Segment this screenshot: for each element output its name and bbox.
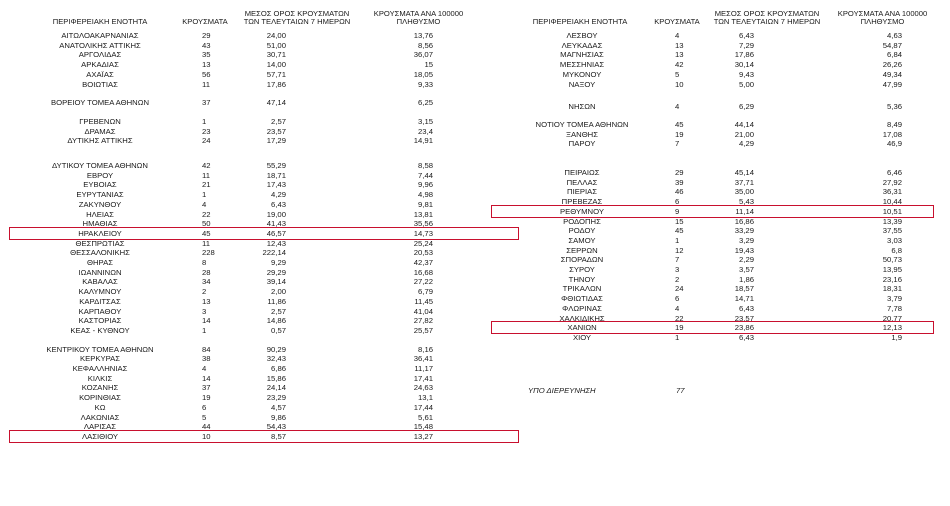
left-row-per-100k: 4,98 [418, 190, 433, 200]
left-row-region-name: ΒΟΙΩΤΙΑΣ [82, 79, 118, 89]
right-row-region-name: ΧΑΛΚΙΔΙΚΗΣ [559, 313, 605, 323]
left-row-per-100k: 15,48 [413, 422, 433, 432]
right-row-cases: 7 [675, 139, 680, 149]
right-row-avg-7days: 3,57 [739, 265, 754, 274]
right-row-cases: 4 [675, 31, 680, 40]
left-row-per-100k: 9,33 [418, 79, 433, 89]
right-row-cases: 2 [675, 274, 680, 284]
left-row-region-name: ΑΡΚΑΔΙΑΣ [81, 60, 119, 70]
right-header-per100k-2: ΠΛΗΘΥΣΜΟ [860, 17, 905, 26]
left-row-cases: 21 [202, 180, 211, 190]
left-row-avg-7days: 51,00 [266, 40, 286, 50]
right-row-avg-7days: 23,86 [734, 323, 754, 333]
right-row-region-name: ΧΙΟΥ [572, 332, 592, 342]
left-row-region-name: ΚΕΦΑΛΛΗΝΙΑΣ [72, 364, 128, 373]
right-row-per-100k: 5,36 [887, 102, 902, 112]
right-row-cases: 19 [675, 323, 684, 333]
right-row-avg-7days: 33,29 [734, 226, 754, 236]
left-row-region-name: ΑΧΑΪΑΣ [86, 69, 114, 79]
left-row-avg-7days: 2,00 [271, 287, 286, 297]
left-row-per-100k: 27,82 [413, 316, 433, 326]
right-row-cases: 45 [675, 119, 684, 129]
left-row-cases: 13 [202, 296, 211, 306]
left-row-avg-7days: 4,29 [271, 190, 286, 200]
left-row-cases: 38 [202, 354, 211, 364]
left-row-region-name: ΔΡΑΜΑΣ [84, 126, 116, 136]
right-row-cases: 4 [675, 102, 680, 112]
left-row-avg-7days: 6,86 [271, 364, 286, 373]
right-row-region-name: ΧΑΝΙΩΝ [567, 323, 597, 333]
left-row-avg-7days: 6,43 [271, 199, 286, 209]
left-row-avg-7days: 39,14 [266, 277, 286, 287]
right-row-avg-7days: 1,86 [739, 274, 754, 284]
right-row-region-name: ΤΡΙΚΑΛΩΝ [562, 284, 602, 294]
right-row-cases: 1 [675, 332, 680, 342]
right-row-per-100k: 3,79 [887, 294, 902, 304]
left-row-cases: 24 [202, 136, 211, 146]
right-row-cases: 7 [675, 255, 680, 265]
left-row-cases: 35 [202, 50, 211, 60]
left-row-region-name: ΚΕΑΣ - ΚΥΘΝΟΥ [70, 325, 130, 335]
left-row-region-name: ΑΡΓΟΛΙΔΑΣ [78, 50, 122, 60]
right-row-cases: 3 [675, 265, 680, 274]
left-row-avg-7days: 19,00 [266, 209, 286, 219]
left-row-avg-7days: 23,57 [266, 126, 286, 136]
right-row-avg-7days: 9,43 [739, 69, 754, 79]
left-row-avg-7days: 4,57 [271, 402, 286, 412]
left-row-avg-7days: 17,29 [266, 136, 286, 146]
left-row-avg-7days: 24,00 [266, 31, 286, 40]
left-row-region-name: ΚΕΡΚΥΡΑΣ [79, 354, 121, 364]
left-row-region-name: ΛΑΚΩΝΙΑΣ [80, 412, 120, 422]
right-row-avg-7days: 23,57 [734, 313, 754, 323]
right-row-cases: 42 [675, 60, 684, 70]
right-row-avg-7days: 5,00 [739, 79, 754, 89]
left-row-cases: 50 [202, 219, 211, 229]
left-row-avg-7days: 12,43 [266, 238, 286, 248]
right-row-cases: 6 [675, 197, 680, 207]
left-row-avg-7days: 90,29 [266, 344, 286, 354]
right-row-cases: 29 [675, 168, 684, 177]
left-row-region-name: ΚΟΖΑΝΗΣ [81, 383, 119, 393]
right-row-region-name: ΜΑΓΝΗΣΙΑΣ [560, 50, 604, 60]
right-row-cases: 39 [675, 177, 684, 187]
left-row-avg-7days: 41,43 [266, 219, 286, 229]
left-row-per-100k: 8,16 [418, 344, 433, 354]
left-row-avg-7days: 47,14 [266, 98, 286, 108]
right-row-region-name: ΡΟΔΟΥ [568, 226, 596, 236]
left-row-cases: 13 [202, 60, 211, 70]
left-row-per-100k: 23,4 [418, 126, 433, 136]
left-row-per-100k: 13,76 [413, 31, 433, 40]
left-row-cases: 84 [202, 344, 211, 354]
right-header-per100k-1: ΚΡΟΥΣΜΑΤΑ ΑΝΑ 100000 [837, 9, 928, 18]
left-row-per-100k: 11,45 [414, 296, 433, 306]
left-row-avg-7days: 32,43 [266, 354, 286, 364]
left-row-avg-7days: 29,29 [266, 267, 286, 277]
right-row-region-name: ΠΕΙΡΑΙΩΣ [564, 168, 600, 177]
right-row-region-name: ΣΑΜΟΥ [568, 235, 596, 245]
left-row-per-100k: 5,61 [418, 412, 433, 422]
left-row-per-100k: 41,04 [413, 306, 433, 316]
left-row-cases: 8 [202, 258, 207, 267]
left-row-avg-7days: 8,57 [271, 431, 286, 441]
left-row-cases: 29 [202, 31, 211, 40]
left-row-region-name: ΘΗΡΑΣ [87, 258, 113, 267]
right-row-avg-7days: 6,43 [739, 332, 754, 342]
right-row-region-name: ΣΕΡΡΩΝ [566, 245, 598, 255]
left-row-cases: 37 [202, 98, 211, 108]
left-row-per-100k: 9,96 [418, 180, 433, 190]
left-row-avg-7days: 2,57 [271, 306, 286, 316]
right-row-avg-7days: 35,00 [734, 187, 754, 197]
right-row-avg-7days: 11,14 [735, 206, 754, 216]
right-row-region-name: ΡΟΔΟΠΗΣ [563, 216, 601, 226]
right-row-avg-7days: 6,29 [739, 102, 754, 112]
left-row-per-100k: 20,53 [413, 248, 433, 258]
left-row-region-name: ΔΥΤΙΚΟΥ ΤΟΜΕΑ ΑΘΗΝΩΝ [52, 161, 148, 170]
left-row-per-100k: 35,56 [413, 219, 433, 229]
left-row-per-100k: 8,58 [418, 161, 433, 170]
right-row-avg-7days: 4,29 [739, 139, 754, 149]
left-row-per-100k: 25,57 [413, 325, 433, 335]
right-row-avg-7days: 19,43 [734, 245, 754, 255]
left-row-region-name: ΔΥΤΙΚΗΣ ΑΤΤΙΚΗΣ [67, 136, 133, 146]
right-row-per-100k: 12,13 [882, 323, 902, 333]
right-row-region-name: ΣΠΟΡΑΔΩΝ [560, 255, 604, 265]
right-row-cases: 45 [675, 226, 684, 236]
right-row-avg-7days: 6,43 [739, 31, 754, 40]
left-row-avg-7days: 17,86 [266, 79, 286, 89]
right-row-region-name: ΝΗΣΩΝ [568, 102, 596, 112]
left-row-per-100k: 15 [424, 60, 433, 70]
left-row-region-name: ΗΡΑΚΛΕΙΟΥ [78, 228, 122, 238]
right-row-avg-7days: 2,29 [739, 255, 754, 265]
left-row-cases: 42 [202, 161, 211, 170]
left-row-region-name: ΚΙΛΚΙΣ [87, 373, 113, 383]
left-header-cases: ΚΡΟΥΣΜΑΤΑ [182, 17, 228, 26]
left-header-avg-2: ΤΩΝ ΤΕΛΕΥΤΑΙΩΝ 7 ΗΜΕΡΩΝ [243, 17, 351, 26]
left-row-avg-7days: 14,00 [266, 60, 286, 70]
left-row-per-100k: 13,1 [418, 393, 433, 403]
right-row-avg-7days: 17,86 [734, 50, 754, 60]
right-row-avg-7days: 21,00 [734, 129, 754, 139]
right-row-region-name: ΜΥΚΟΝΟΥ [562, 69, 602, 79]
left-row-region-name: ΕΥΒΟΙΑΣ [83, 180, 117, 190]
right-row-cases: 13 [675, 50, 684, 60]
left-row-cases: 23 [202, 126, 211, 136]
under-investigation-cases: 77 [676, 386, 685, 395]
left-row-avg-7days: 46,57 [266, 228, 286, 238]
right-row-avg-7days: 6,43 [739, 303, 754, 313]
left-row-region-name: ΓΡΕΒΕΝΩΝ [79, 116, 121, 126]
right-row-region-name: ΡΕΘΥΜΝΟΥ [560, 206, 604, 216]
left-row-per-100k: 13,81 [413, 209, 433, 219]
left-row-avg-7days: 9,29 [271, 258, 286, 267]
left-row-region-name: ΙΩΑΝΝΙΝΩΝ [78, 267, 122, 277]
left-row-region-name: ΒΟΡΕΙΟΥ ΤΟΜΕΑ ΑΘΗΝΩΝ [50, 98, 150, 108]
left-row-region-name: ΚΟΡΙΝΘΙΑΣ [79, 393, 121, 403]
left-row-cases: 45 [202, 228, 211, 238]
right-row-region-name: ΛΕΥΚΑΔΑΣ [561, 40, 603, 50]
right-row-region-name: ΛΕΣΒΟΥ [566, 31, 598, 40]
left-row-per-100k: 6,25 [418, 98, 433, 108]
left-header-per100k-1: ΚΡΟΥΣΜΑΤΑ ΑΝΑ 100000 [373, 9, 464, 18]
right-header-avg-1: ΜΕΣΟΣ ΟΡΟΣ ΚΡΟΥΣΜΑΤΩΝ [714, 9, 820, 18]
left-row-avg-7days: 54,43 [266, 422, 286, 432]
left-row-region-name: ΛΑΡΙΣΑΣ [83, 422, 117, 432]
left-row-region-name: ΑΙΤΩΛΟΑΚΑΡΝΑΝΙΑΣ [61, 31, 139, 40]
left-header-per100k-2: ΠΛΗΘΥΣΜΟ [396, 17, 441, 26]
right-row-per-100k: 54,87 [882, 40, 902, 50]
left-row-region-name: ΖΑΚΥΝΘΟΥ [78, 199, 122, 209]
right-row-per-100k: 13,95 [882, 265, 902, 274]
left-row-region-name: ΗΛΕΙΑΣ [86, 209, 114, 219]
left-row-avg-7days: 17,43 [266, 180, 286, 190]
right-row-cases: 12 [675, 245, 684, 255]
left-row-cases: 14 [202, 373, 211, 383]
left-row-region-name: ΚΑΡΠΑΘΟΥ [78, 306, 122, 316]
right-row-per-100k: 36,31 [882, 187, 902, 197]
right-row-per-100k: 50,73 [882, 255, 902, 265]
right-row-region-name: ΤΗΝΟΥ [568, 274, 596, 284]
left-row-region-name: ΕΥΡΥΤΑΝΙΑΣ [76, 190, 124, 200]
left-row-cases: 19 [202, 393, 211, 403]
right-row-per-100k: 27,92 [882, 177, 902, 187]
right-row-cases: 22 [675, 313, 684, 323]
left-row-avg-7days: 222,14 [262, 248, 286, 258]
right-row-per-100k: 10,51 [882, 206, 902, 216]
left-row-avg-7days: 18,71 [266, 170, 286, 180]
left-row-region-name: ΚΑΒΑΛΑΣ [82, 277, 118, 287]
left-row-cases: 28 [202, 267, 211, 277]
left-row-region-name: ΘΕΣΠΡΩΤΙΑΣ [75, 238, 125, 248]
left-row-cases: 2 [202, 287, 207, 297]
highlight-box [9, 430, 519, 443]
left-row-avg-7days: 24,14 [266, 383, 286, 393]
left-header-region: ΠΕΡΙΦΕΡΕΙΑΚΗ ΕΝΟΤΗΤΑ [52, 17, 148, 26]
left-row-region-name: ΚΕΝΤΡΙΚΟΥ ΤΟΜΕΑ ΑΘΗΝΩΝ [46, 344, 154, 354]
left-row-region-name: ΚΩ [94, 402, 106, 412]
right-row-per-100k: 46,9 [887, 139, 902, 149]
left-row-cases: 3 [202, 306, 207, 316]
right-row-cases: 4 [675, 303, 680, 313]
right-row-cases: 10 [675, 79, 684, 89]
right-row-per-100k: 1,9 [891, 332, 902, 342]
right-row-per-100k: 23,16 [882, 274, 902, 284]
right-row-region-name: ΣΥΡΟΥ [569, 265, 595, 274]
left-row-cases: 5 [202, 412, 207, 422]
right-row-avg-7days: 30,14 [734, 60, 754, 70]
left-row-per-100k: 42,37 [413, 258, 433, 267]
left-row-region-name: ΘΕΣΣΑΛΟΝΙΚΗΣ [70, 248, 130, 258]
left-row-cases: 22 [202, 209, 211, 219]
left-header-avg-1: ΜΕΣΟΣ ΟΡΟΣ ΚΡΟΥΣΜΑΤΩΝ [244, 9, 350, 18]
right-row-per-100k: 3,03 [887, 235, 902, 245]
right-row-per-100k: 4,63 [887, 31, 902, 40]
left-row-per-100k: 17,44 [413, 402, 433, 412]
right-row-avg-7days: 18,57 [734, 284, 754, 294]
right-row-per-100k: 49,34 [882, 69, 902, 79]
right-row-cases: 24 [675, 284, 684, 294]
right-row-region-name: ΝΑΞΟΥ [568, 79, 596, 89]
left-row-cases: 11 [202, 79, 210, 89]
left-row-avg-7days: 15,86 [266, 373, 286, 383]
left-row-per-100k: 25,24 [413, 238, 433, 248]
right-row-avg-7days: 16,86 [734, 216, 754, 226]
left-row-per-100k: 27,22 [413, 277, 433, 287]
right-row-cases: 1 [675, 235, 680, 245]
left-row-cases: 1 [202, 325, 207, 335]
left-row-per-100k: 36,41 [413, 354, 433, 364]
right-row-per-100k: 7,78 [887, 303, 902, 313]
right-row-avg-7days: 44,14 [734, 119, 754, 129]
right-header-avg-2: ΤΩΝ ΤΕΛΕΥΤΑΙΩΝ 7 ΗΜΕΡΩΝ [713, 17, 821, 26]
right-row-avg-7days: 7,29 [739, 40, 754, 50]
left-row-avg-7days: 55,29 [266, 161, 286, 170]
right-row-avg-7days: 45,14 [734, 168, 754, 177]
left-row-region-name: ΚΑΡΔΙΤΣΑΣ [79, 296, 121, 306]
right-row-avg-7days: 5,43 [739, 197, 754, 207]
left-row-avg-7days: 14,86 [266, 316, 286, 326]
right-row-avg-7days: 14,71 [734, 294, 754, 304]
under-investigation-label: ΥΠΟ ΔΙΕΡΕΥΝΗΣΗ [528, 386, 596, 395]
right-row-cases: 9 [675, 206, 680, 216]
left-row-region-name: ΑΝΑΤΟΛΙΚΗΣ ΑΤΤΙΚΗΣ [59, 40, 141, 50]
right-row-cases: 19 [675, 129, 684, 139]
left-row-per-100k: 13,27 [413, 431, 433, 441]
right-row-cases: 5 [675, 69, 680, 79]
left-row-per-100k: 36,07 [413, 50, 433, 60]
left-row-per-100k: 11,17 [414, 364, 433, 373]
left-row-cases: 4 [202, 199, 207, 209]
left-row-per-100k: 7,44 [418, 170, 433, 180]
right-row-cases: 6 [675, 294, 680, 304]
left-row-region-name: ΚΑΛΥΜΝΟΥ [78, 287, 122, 297]
left-row-per-100k: 6,79 [418, 287, 433, 297]
left-row-cases: 56 [202, 69, 211, 79]
left-row-per-100k: 14,91 [413, 136, 433, 146]
right-header-region: ΠΕΡΙΦΕΡΕΙΑΚΗ ΕΝΟΤΗΤΑ [532, 17, 628, 26]
right-row-cases: 13 [675, 40, 684, 50]
left-row-cases: 11 [202, 170, 210, 180]
left-row-cases: 228 [202, 248, 215, 258]
left-row-per-100k: 16,68 [413, 267, 433, 277]
right-row-avg-7days: 37,71 [734, 177, 754, 187]
left-row-per-100k: 3,15 [418, 116, 433, 126]
right-row-per-100k: 47,99 [882, 79, 902, 89]
left-row-per-100k: 24,63 [413, 383, 433, 393]
left-row-region-name: ΗΜΑΘΙΑΣ [82, 219, 118, 229]
left-row-cases: 11 [202, 238, 210, 248]
left-row-per-100k: 14,73 [413, 228, 433, 238]
right-row-per-100k: 6,8 [891, 245, 902, 255]
right-row-region-name: ΦΘΙΩΤΙΔΑΣ [561, 294, 603, 304]
left-row-cases: 34 [202, 277, 211, 287]
right-row-region-name: ΞΑΝΘΗΣ [566, 129, 598, 139]
left-row-region-name: ΕΒΡΟΥ [86, 170, 114, 180]
right-row-cases: 46 [675, 187, 684, 197]
left-row-cases: 4 [202, 364, 207, 373]
left-row-avg-7days: 2,57 [271, 116, 286, 126]
left-row-cases: 1 [202, 190, 207, 200]
left-row-avg-7days: 57,71 [266, 69, 286, 79]
right-row-per-100k: 6,84 [887, 50, 902, 60]
left-row-avg-7days: 11,86 [267, 296, 286, 306]
right-row-per-100k: 37,55 [882, 226, 902, 236]
right-row-region-name: ΠΡΕΒΕΖΑΣ [561, 197, 603, 207]
right-row-region-name: ΠΙΕΡΙΑΣ [567, 187, 597, 197]
left-row-cases: 14 [202, 316, 211, 326]
right-row-region-name: ΠΕΛΛΑΣ [566, 177, 598, 187]
right-row-per-100k: 10,44 [882, 197, 902, 207]
left-row-avg-7days: 23,29 [266, 393, 286, 403]
left-row-avg-7days: 0,57 [271, 325, 286, 335]
left-row-cases: 43 [202, 40, 211, 50]
right-row-per-100k: 8,49 [887, 119, 902, 129]
left-row-cases: 6 [202, 402, 207, 412]
right-row-region-name: ΦΛΩΡΙΝΑΣ [562, 303, 602, 313]
left-row-cases: 37 [202, 383, 211, 393]
left-row-cases: 1 [202, 116, 207, 126]
right-row-per-100k: 26,26 [882, 60, 902, 70]
left-row-region-name: ΛΑΣΙΘΙΟΥ [81, 431, 119, 441]
right-row-region-name: ΝΟΤΙΟΥ ΤΟΜΕΑ ΑΘΗΝΩΝ [535, 119, 629, 129]
right-row-region-name: ΠΑΡΟΥ [568, 139, 596, 149]
right-row-cases: 15 [675, 216, 684, 226]
right-row-avg-7days: 3,29 [739, 235, 754, 245]
left-row-per-100k: 17,41 [413, 373, 433, 383]
left-row-avg-7days: 30,71 [266, 50, 286, 60]
left-row-per-100k: 8,56 [418, 40, 433, 50]
right-header-cases: ΚΡΟΥΣΜΑΤΑ [654, 17, 700, 26]
right-row-per-100k: 13,39 [882, 216, 902, 226]
left-row-per-100k: 9,81 [418, 199, 433, 209]
right-row-region-name: ΜΕΣΣΗΝΙΑΣ [559, 60, 605, 70]
right-row-per-100k: 20,77 [882, 313, 902, 323]
right-row-per-100k: 18,31 [882, 284, 902, 294]
left-row-per-100k: 18,05 [413, 69, 433, 79]
right-row-per-100k: 6,46 [887, 168, 902, 177]
right-row-per-100k: 17,08 [882, 129, 902, 139]
left-row-region-name: ΚΑΣΤΟΡΙΑΣ [78, 316, 122, 326]
left-row-cases: 10 [202, 431, 211, 441]
left-row-cases: 44 [202, 422, 211, 432]
left-row-avg-7days: 9,86 [271, 412, 286, 422]
